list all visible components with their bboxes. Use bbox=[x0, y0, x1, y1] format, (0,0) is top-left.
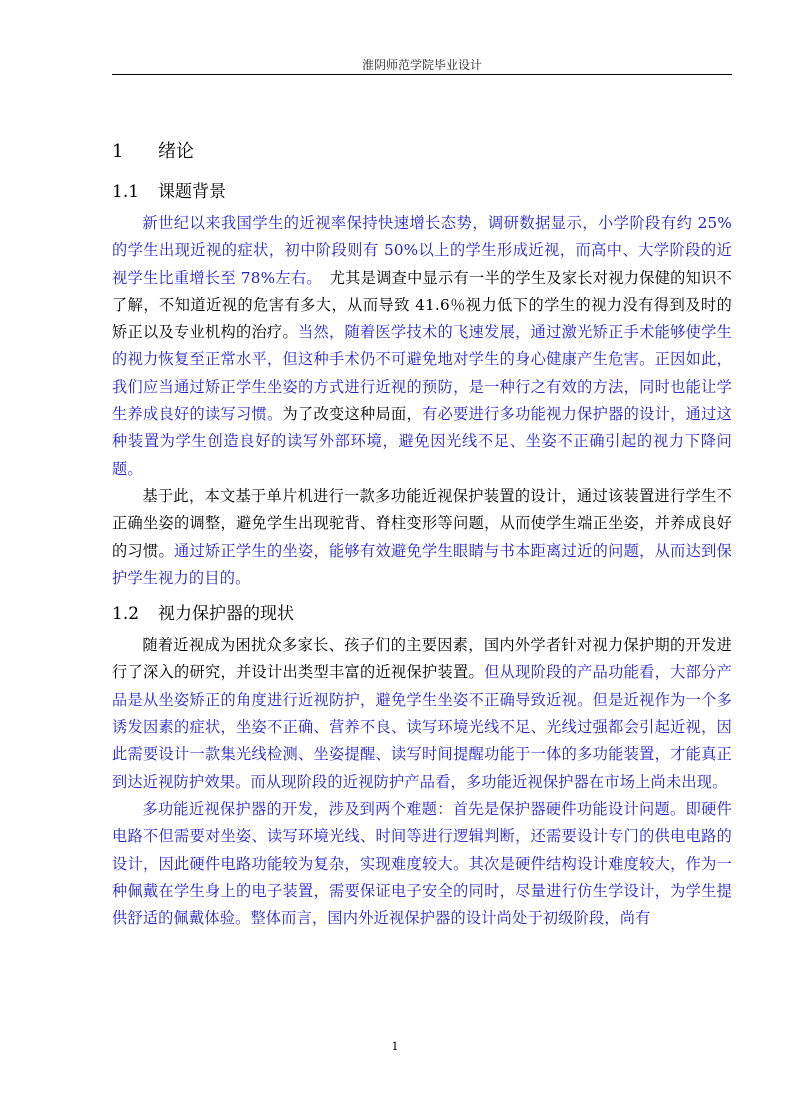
chapter-number: 1 bbox=[112, 141, 124, 162]
paragraph bbox=[112, 796, 732, 932]
page-number: 1 bbox=[391, 1040, 399, 1053]
section-heading-1-2 bbox=[112, 600, 732, 628]
text-run: 当然，随着医学技术的飞速发展，通过激光矫正手术能够使学生的视力恢复至正常水平，但这种手术仍不可避免地对学生的身心健康产生危害。正因如此，我们应当通过矫正学生坐姿的方式进行近视的预防，是一种行之有效的方法，同时也能让学生养成良好的读写习惯。 bbox=[112, 323, 732, 424]
text-run: 多功能近视保护器的开发，涉及到两个难题：首先是保护器硬件功能设计问题。即硬件电路不但需要对坐姿、读写环境光线、时间等进行逻辑判断，还需要设计专门的供电电路的设计，因此硬件电路功能较为复杂，实现难度较大。其次是硬件结构设计难度较大，作为一种佩戴在学生身上的电子装置，需要保证电子安全的同时，尽量进行仿生学设计，为学生提供舒适的佩戴体验。整体而言，国内外近视保护器的设计尚处于初级阶段，尚有 bbox=[112, 799, 732, 928]
section-title: 课题背景 bbox=[158, 182, 226, 202]
paragraph bbox=[112, 483, 732, 592]
paragraph bbox=[112, 632, 732, 796]
text-run: 新世纪以来我国学生的近视率保持快速增长态势，调研数据显示，小学阶段有约 25%的学生出现近视的症状，初中阶段则有 50%以上的学生形成近视，而高中、大学阶段的近视学生比重增长至 78%左右。 bbox=[112, 214, 732, 287]
page-header-title: 淮阴师范学院毕业设计 bbox=[361, 58, 482, 72]
text-run: 有必要进行多功能视力保护器的设计，通过这种装置为学生创造良好的读写外部环境，避免因光线不足、坐姿不正确引起的视力下降问题。 bbox=[112, 405, 732, 478]
section-heading-1-1 bbox=[112, 178, 732, 206]
chapter-heading bbox=[112, 138, 732, 166]
text-run: 为了改变这种局面， bbox=[282, 405, 423, 424]
paragraph bbox=[112, 210, 732, 483]
text-run: 基于此，本文基于单片机进行一款多功能近视保护装置的设计，通过该装置进行学生不正确坐姿的调整，避免学生出现驼背、脊柱变形等问题，从而使学生端正坐姿，并养成良好的习惯。 bbox=[112, 486, 732, 560]
section-title: 视力保护器的现状 bbox=[158, 604, 294, 625]
header-divider bbox=[112, 74, 732, 75]
section-number: 1.1 bbox=[112, 182, 140, 202]
chapter-title: 绪论 bbox=[158, 141, 194, 162]
text-run: 随着近视成为困扰众多家长、孩子们的主要因素，国内外学者针对视力保护期的开发进行了深入的研究，并设计出类型丰富的近视保护装置。 bbox=[112, 636, 732, 682]
text-run: 通过矫正学生的坐姿，能够有效避免学生眼睛与书本距离过近的问题，从而达到保护学生视力的目的。 bbox=[112, 541, 732, 587]
document-body bbox=[112, 138, 732, 932]
text-run: 但从现阶段的产品功能看，大部分产品是从坐姿矫正的角度进行近视防护，避免学生坐姿不正确导致近视。但是近视作为一个多诱发因素的症状，坐姿不正确、营养不良、读写环境光线不足、光线过强都会引起近视，因此需要设计一款集光线检测、坐姿提醒、读写时间提醒功能于一体的多功能装置，才能真正到达近视防护效果。而从现阶段的近视防护产品看，多功能近视保护器在市场上尚未出现。 bbox=[112, 663, 732, 791]
text-run: 尤其是调查中显示有一半的学生及家长对视力保健的知识不了解，不知道近视的危害有多大，从而导致 41.6％视力低下的学生的视力没有得到及时的矫正以及专业机构的治疗。 bbox=[112, 268, 733, 342]
section-number: 1.2 bbox=[112, 604, 140, 625]
